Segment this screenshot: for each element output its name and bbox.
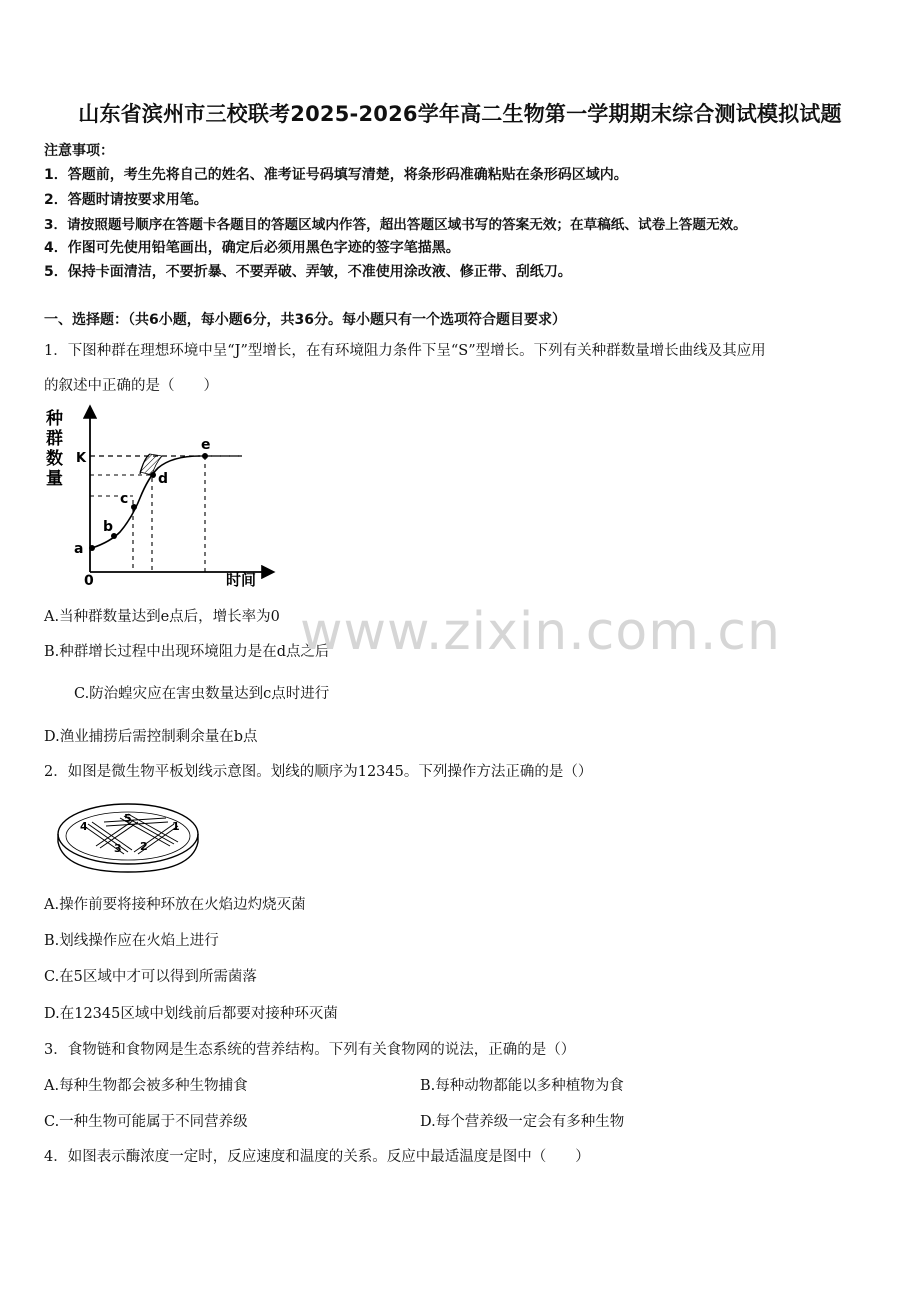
- population-growth-figure: [40, 402, 280, 592]
- q3-option-a: A.每种生物都会被多种生物捕食: [44, 1078, 248, 1094]
- page-title: 山东省滨州市三校联考2025-2026学年高二生物第一学期期末综合测试模拟试题: [78, 102, 842, 126]
- y-label-char-4: 量: [46, 469, 63, 489]
- q1-option-b: B.种群增长过程中出现环境阻力是在d点之后: [44, 644, 330, 660]
- q4-stem: 4．如图表示酶浓度一定时，反应速度和温度的关系。反应中最适温度是图中（ ）: [44, 1149, 590, 1165]
- notes-heading: 注意事项：: [44, 143, 114, 159]
- streak-plate-figure: [54, 796, 204, 878]
- q1-option-c: C.防治蝗灾应在害虫数量达到c点时进行: [74, 686, 330, 702]
- y-label-char-3: 数: [46, 449, 63, 469]
- streak-label-1: 1: [172, 820, 180, 833]
- point-c-label: c: [120, 491, 129, 507]
- note-item-5: 5．保持卡面清洁，不要折暴、不要弄破、弄皱，不准使用涂改液、修正带、刮纸刀。: [44, 264, 572, 280]
- watermark: www.zixin.com.cn: [300, 602, 781, 662]
- q1-stem-line2: 的叙述中正确的是（ ）: [44, 378, 218, 394]
- point-e-label: e: [201, 437, 211, 453]
- y-axis-label: [45, 409, 63, 489]
- streak-label-3: 3: [114, 842, 122, 855]
- q2-option-c: C.在5区域中才可以得到所需菌落: [44, 969, 257, 985]
- q2-option-b: B.划线操作应在火焰上进行: [44, 933, 219, 949]
- y-label-char-1: 种: [46, 409, 63, 429]
- k-label: K: [76, 451, 87, 466]
- note-item-4: 4．作图可先使用铅笔画出，确定后必须用黑色字迹的签字笔描黑。: [44, 240, 460, 256]
- point-d-label: d: [158, 471, 169, 487]
- q1-option-d: D.渔业捕捞后需控制剩余量在b点: [44, 729, 258, 745]
- point-b-label: b: [103, 519, 114, 535]
- note-item-2: 2．答题时请按要求用笔。: [44, 192, 208, 208]
- q2-option-a: A.操作前要将接种环放在火焰边灼烧灭菌: [44, 897, 306, 913]
- section-heading: 一、选择题：（共6小题，每小题6分，共36分。每小题只有一个选项符合题目要求）: [44, 312, 566, 328]
- note-item-3: 3．请按照题号顺序在答题卡各题目的答题区域内作答，超出答题区域书写的答案无效；在草稿纸、试卷上答题无效。: [44, 217, 747, 233]
- note-item-1: 1．答题前，考生先将自己的姓名、准考证号码填写清楚，将条形码准确粘贴在条形码区域内。: [44, 167, 628, 183]
- q3-option-c: C.一种生物可能属于不同营养级: [44, 1114, 248, 1130]
- q1-stem-line1: 1．下图种群在理想环境中呈“J”型增长，在有环境阻力条件下呈“S”型增长。下列有关种群数量增长曲线及其应用: [44, 343, 766, 359]
- y-label-char-2: 群: [46, 429, 63, 449]
- x-axis-label: 时间: [226, 571, 257, 589]
- q2-option-d: D.在12345区域中划线前后都要对接种环灭菌: [44, 1006, 338, 1022]
- q3-stem: 3．食物链和食物网是生态系统的营养结构。下列有关食物网的说法，正确的是（）: [44, 1042, 576, 1058]
- q3-option-b: B.每种动物都能以多种植物为食: [420, 1078, 624, 1094]
- q2-stem: 2．如图是微生物平板划线示意图。划线的顺序为12345。下列操作方法正确的是（）: [44, 764, 593, 780]
- q3-option-d: D.每个营养级一定会有多种生物: [420, 1114, 625, 1130]
- origin-label: 0: [84, 573, 94, 589]
- point-a-label: a: [74, 541, 84, 557]
- streak-label-4: 4: [80, 820, 88, 833]
- streak-label-5: 5: [124, 812, 132, 825]
- streak-label-2: 2: [140, 840, 148, 853]
- q1-option-a: A.当种群数量达到e点后，增长率为0: [44, 609, 280, 625]
